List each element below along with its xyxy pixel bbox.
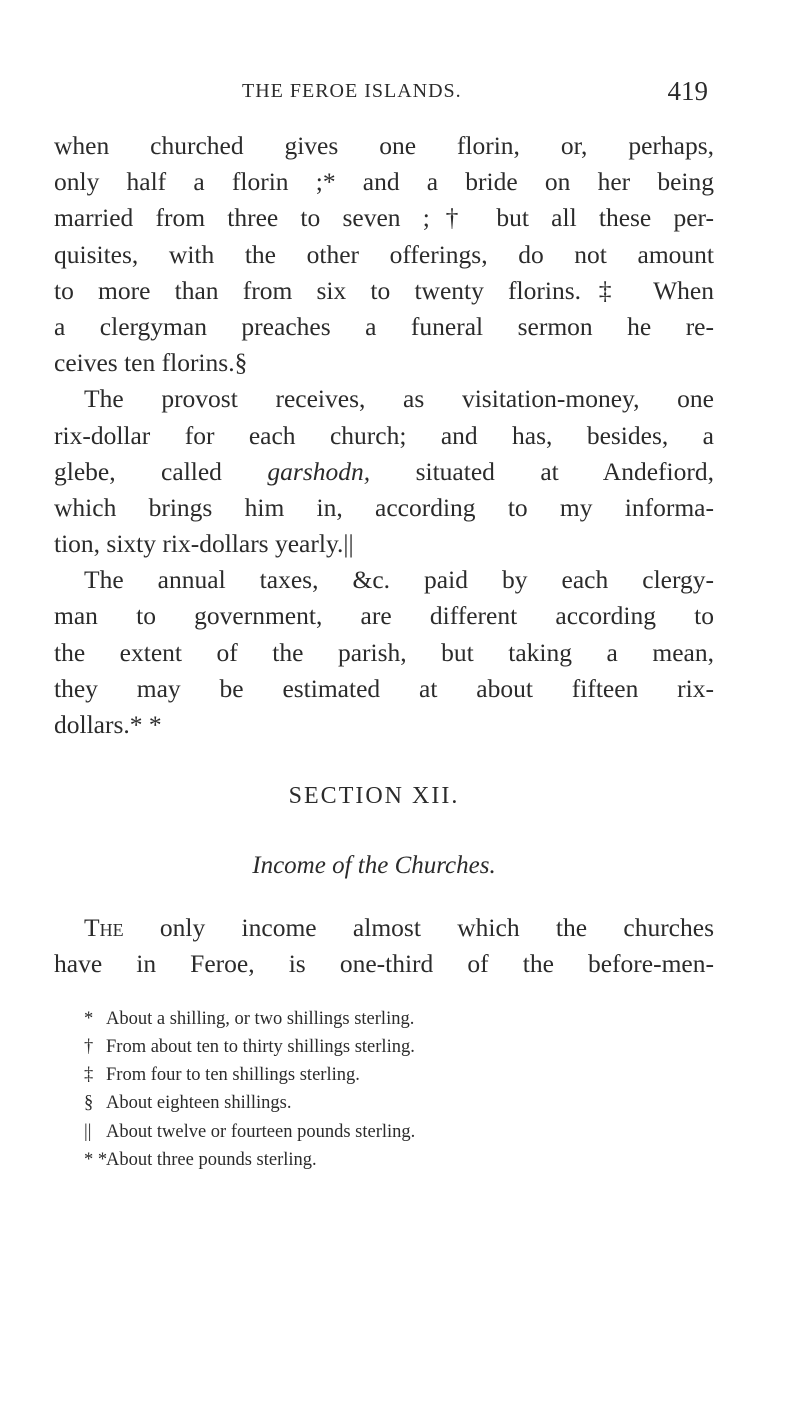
- section-heading: SECTION XII.: [288, 783, 460, 810]
- footnote: [84, 1146, 714, 1174]
- text-line: The annual taxes, &c. paid by each clergy-: [84, 565, 714, 595]
- text-line: [54, 910, 714, 946]
- text-line: have in Feroe, is one-third of the before-men-: [54, 949, 714, 979]
- footnote: [84, 1061, 714, 1089]
- text-fragment: only income almost which the churches: [123, 913, 714, 943]
- footnote-mark: *: [84, 1008, 94, 1029]
- italic-term: garshodn,: [267, 456, 371, 486]
- text-line: tion, sixty rix-dollars yearly.||: [54, 529, 354, 559]
- text-fragment: glebe, called: [54, 456, 268, 486]
- text-line: man to government, are different according to: [54, 601, 714, 631]
- footnote: [84, 1005, 714, 1033]
- running-head: [54, 78, 714, 108]
- book-page: [54, 78, 714, 1174]
- text-fragment: situated at Andefiord,: [370, 456, 714, 486]
- text-line: they may be estimated at about fifteen rix-: [54, 673, 714, 703]
- text-line: the extent of the parish, but taking a mean,: [54, 637, 714, 667]
- footnote: [84, 1033, 714, 1061]
- footnote-mark: †: [84, 1036, 94, 1057]
- footnote: [84, 1089, 714, 1117]
- text-line: married from three to seven ;† but all these per-: [54, 203, 714, 233]
- section-subheading: Income of the Churches.: [252, 852, 496, 880]
- footnote-mark: * *: [84, 1150, 108, 1171]
- footnote-text: About three pounds sterling.: [106, 1150, 317, 1171]
- text-line: only half a florin ;* and a bride on her being: [54, 167, 714, 197]
- text-line: The provost receives, as visitation-money, one: [84, 384, 714, 414]
- text-line: rix-dollar for each church; and has, besides, a: [54, 420, 714, 450]
- page-number: 419: [667, 76, 708, 106]
- footnote-mark: ‡: [84, 1065, 94, 1086]
- text-line: which brings him in, according to my informa-: [54, 492, 714, 522]
- footnote-text: About a shilling, or two shillings sterling.: [106, 1008, 415, 1029]
- text-line: when churched gives one florin, or, perhaps,: [54, 131, 714, 160]
- smallcaps-word: The: [84, 913, 124, 943]
- footnote: [84, 1118, 714, 1146]
- footnote-text: About twelve or fourteen pounds sterling.: [106, 1121, 416, 1142]
- footnote-text: About eighteen shillings.: [106, 1093, 292, 1114]
- footnotes: [54, 1005, 714, 1175]
- text-line: ceives ten florins.§: [54, 348, 248, 378]
- text-line: [54, 454, 714, 490]
- text-line: dollars.* *: [54, 710, 162, 739]
- paragraph-1: [54, 128, 714, 743]
- footnote-mark: ||: [84, 1121, 92, 1142]
- footnote-text: From about ten to thirty shillings sterling.: [106, 1036, 415, 1057]
- paragraph-4: [54, 910, 714, 982]
- running-title: THE FEROE ISLANDS.: [242, 80, 462, 102]
- footnote-mark: §: [84, 1093, 94, 1114]
- footnote-text: From four to ten shillings sterling.: [106, 1065, 360, 1086]
- text-line: to more than from six to twenty florins.‡ When: [54, 275, 714, 305]
- text-line: quisites, with the other offerings, do not amount: [54, 239, 714, 269]
- text-line: a clergyman preaches a funeral sermon he re-: [54, 311, 714, 341]
